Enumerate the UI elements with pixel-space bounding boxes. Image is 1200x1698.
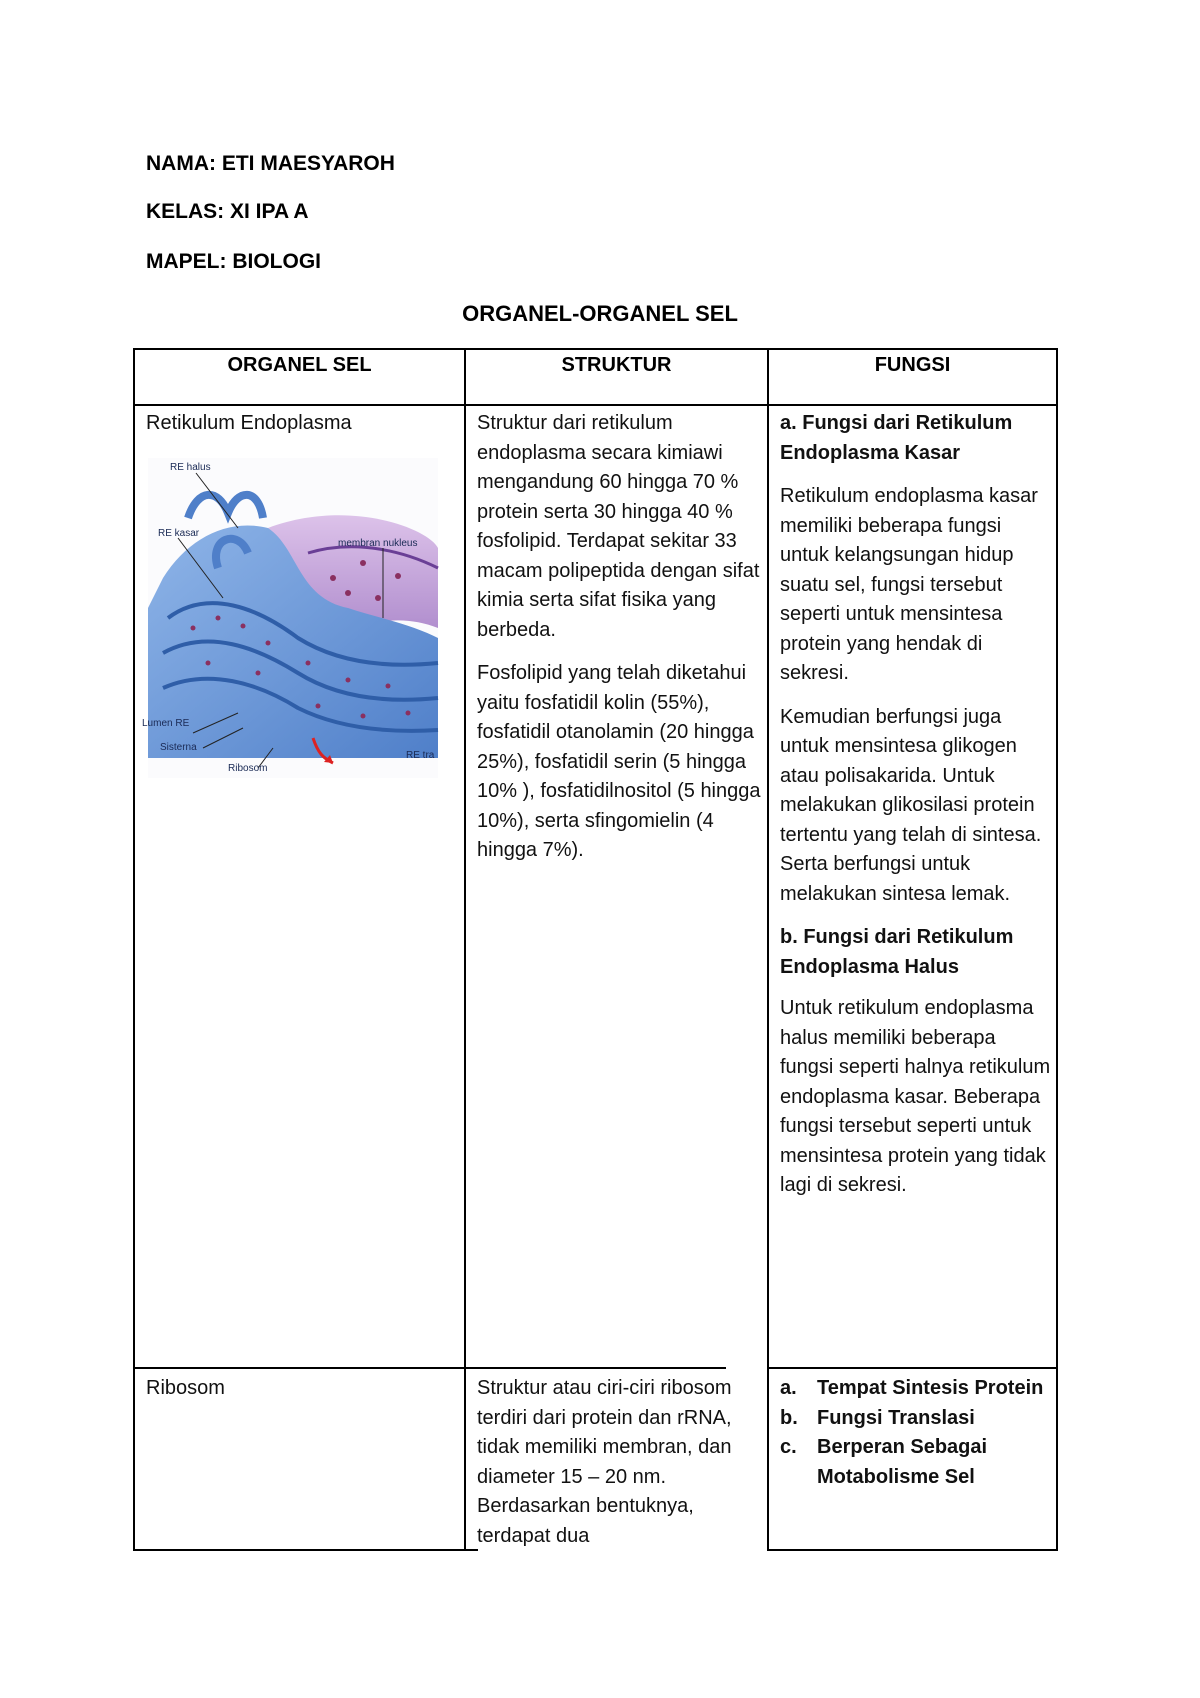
- column-header-fungsi: FUNGSI: [874, 354, 951, 376]
- student-class: KELAS: XI IPA A: [146, 200, 309, 223]
- struktur-paragraph: Struktur dari retikulum endoplasma secara kimiawi mengandung 60 hingga 70 % protein serta 30 hingga 40 % fosfolipid. Terdapat sekitar 33 macam polipeptida dengan sifat kimia serta sifat fisika yang berbeda.: [477, 412, 760, 641]
- fungsi-heading: b. Fungsi dari Retikulum Endoplasma Halus: [780, 926, 1014, 978]
- struktur-cell: [477, 409, 762, 866]
- list-item-text: Tempat Sintesis Protein: [817, 1377, 1044, 1399]
- struktur-paragraph: Fosfolipid yang telah diketahui yaitu fosfatidil kolin (55%), fosfatidil otanolamin (20 hingga 25%), fosfatidil serin (5 hingga 10% ), fosfatidilnositol (5 hingga 10%), serta sfingomielin (4 hingga 7%).: [477, 662, 761, 861]
- figure-label-membran-nukleus: membran nukleus: [338, 538, 418, 549]
- table-column-divider: [767, 348, 769, 1551]
- list-item-text: Fungsi Translasi: [817, 1406, 975, 1429]
- table-border-top: [133, 348, 1058, 350]
- list-marker: a.: [780, 1377, 797, 1399]
- table-row-divider: [768, 1367, 1058, 1369]
- subject: MAPEL: BIOLOGI: [146, 250, 321, 273]
- list-item: [780, 1433, 1052, 1492]
- list-item-text: Berperan Sebagai Motabolisme Sel: [817, 1436, 988, 1488]
- student-name: NAMA: ETI MAESYAROH: [146, 152, 395, 175]
- table-row-divider: [133, 1367, 476, 1369]
- list-item: [780, 1404, 1052, 1434]
- fungsi-list: [780, 1374, 1052, 1492]
- fungsi-paragraph: Kemudian berfungsi juga untuk mensintesa glikogen atau polisakarida. Untuk melakukan glikosilasi protein tertentu yang telah di sintesa. Serta berfungsi untuk melakukan sintesa lemak.: [780, 705, 1042, 905]
- figure-label-lumen-re: Lumen RE: [142, 718, 190, 729]
- figure-label-re-halus: RE halus: [170, 462, 211, 473]
- table-border-left: [133, 348, 135, 1551]
- table-border-bottom: [133, 1549, 478, 1551]
- document-title: ORGANEL-ORGANEL SEL: [462, 301, 738, 326]
- table-row-divider: [476, 1367, 726, 1369]
- struktur-cell: Struktur atau ciri-ciri ribosom terdiri dari protein dan rRNA, tidak memiliki membran, dan diameter 15 – 20 nm. Berdasarkan bentuknya, terdapat dua: [477, 1377, 732, 1547]
- list-item: [780, 1374, 1052, 1404]
- table-column-divider: [464, 348, 466, 1551]
- organel-name: Retikulum Endoplasma: [146, 412, 352, 434]
- fungsi-cell: [780, 1374, 1052, 1492]
- list-marker: c.: [780, 1436, 797, 1458]
- fungsi-paragraph: Untuk retikulum endoplasma halus memiliki beberapa fungsi seperti halnya retikulum endoplasma kasar. Beberapa fungsi tersebut seperti untuk mensintesa protein yang tidak lagi di sekresi.: [780, 997, 1051, 1196]
- column-header-organel: ORGANEL SEL: [227, 354, 372, 376]
- fungsi-cell: [780, 409, 1052, 1201]
- table-border-bottom: [768, 1549, 1058, 1551]
- list-marker: b.: [780, 1406, 798, 1429]
- fungsi-heading: a. Fungsi dari Retikulum Endoplasma Kasar: [780, 412, 1013, 464]
- table-header-divider: [133, 404, 1058, 406]
- figure-label-re-kasar: RE kasar: [158, 528, 200, 539]
- figure-label-ribosom: Ribosom: [228, 763, 268, 774]
- figure-label-sisterna: Sisterna: [160, 742, 197, 753]
- figure-label-re-transisi: RE tra: [406, 750, 435, 761]
- table-border-right: [1056, 348, 1058, 1551]
- endoplasmic-reticulum-illustration: [142, 458, 438, 778]
- fungsi-paragraph: Retikulum endoplasma kasar memiliki beberapa fungsi untuk kelangsungan hidup suatu sel, fungsi tersebut seperti untuk mensintesa protein yang hendak di sekresi.: [780, 485, 1038, 684]
- organel-name: Ribosom: [146, 1377, 225, 1399]
- column-header-struktur: STRUKTUR: [561, 354, 672, 376]
